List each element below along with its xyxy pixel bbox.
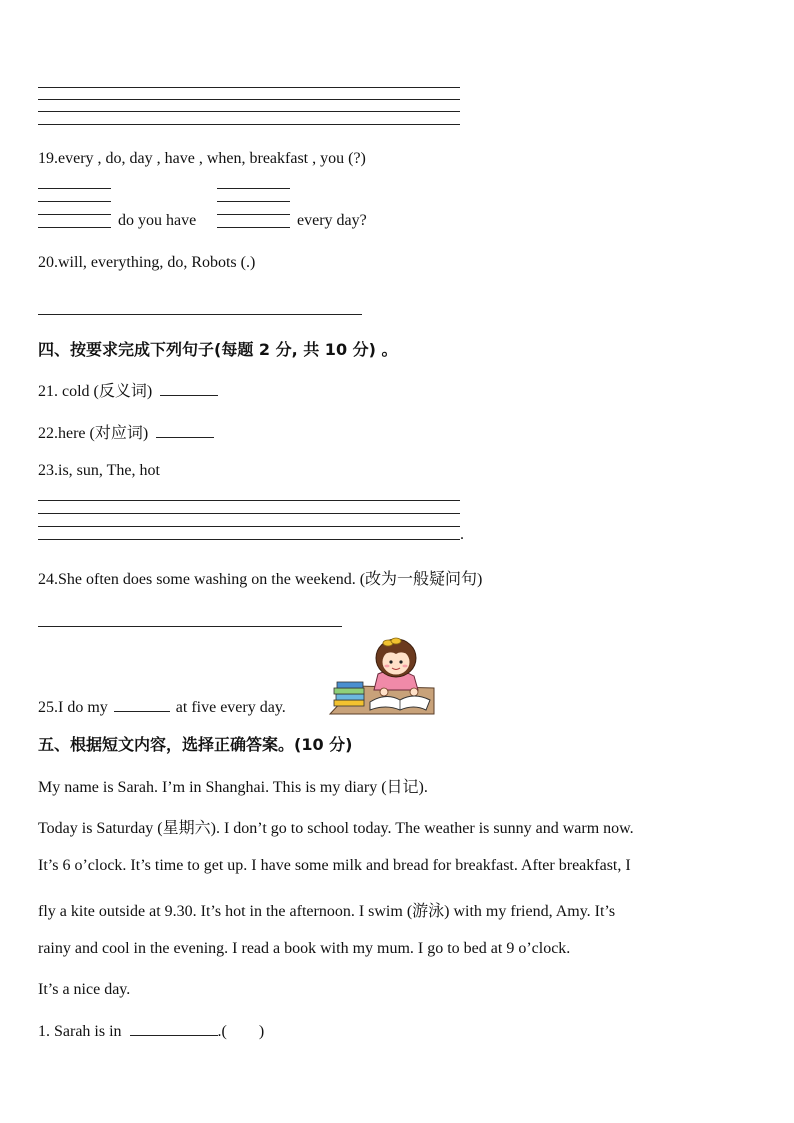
reading-question-1 xyxy=(38,1023,264,1041)
q23-answer-line[interactable] xyxy=(38,513,460,514)
q19-blank-line[interactable] xyxy=(38,214,111,215)
q24-answer-line[interactable] xyxy=(38,626,342,627)
girl-studying-illustration xyxy=(326,636,438,718)
question-21 xyxy=(38,378,218,401)
q19-blank-line[interactable] xyxy=(217,188,290,189)
q21-answer-blank[interactable] xyxy=(160,395,218,396)
passage-line: Today is Saturday (星期六). I don’t go to school today. The weather is sunny and warm now. xyxy=(38,820,634,837)
answer-line[interactable] xyxy=(38,87,460,88)
passage-line: It’s 6 o’clock. It’s time to get up. I have some milk and bread for breakfast. After breakfast, I xyxy=(38,857,631,874)
question-25-prefix: 25.I do my xyxy=(38,699,108,716)
passage-line: fly a kite outside at 9.30. It’s hot in the afternoon. I swim (游泳) with my friend, Amy. It’s xyxy=(38,903,616,920)
q19-blank-line[interactable] xyxy=(38,201,111,202)
q19-blank-line[interactable] xyxy=(217,201,290,202)
passage-line: It’s a nice day. xyxy=(38,981,131,998)
passage-line: rainy and cool in the evening. I read a book with my mum. I go to bed at 9 o’clock. xyxy=(38,940,571,957)
q23-answer-line[interactable] xyxy=(38,526,460,527)
answer-line[interactable] xyxy=(38,99,460,100)
section-5-heading: 五、根据短文内容，选择正确答案。(10 分) xyxy=(38,735,353,754)
reading-question-1-suffix[interactable]: .( ) xyxy=(217,1023,265,1040)
question-19-mid-text: do you have xyxy=(118,212,197,229)
answer-line[interactable] xyxy=(38,111,460,112)
section-4-heading: 四、按要求完成下列句子(每题 2 分, 共 10 分) 。 xyxy=(38,340,398,359)
question-20-prompt: 20.will, everything, do, Robots (.) xyxy=(38,254,256,271)
q22-answer-blank[interactable] xyxy=(156,437,214,438)
question-19-prompt: 19.every , do, day , have , when, breakfast , you (?) xyxy=(38,150,366,167)
q20-answer-line[interactable] xyxy=(38,314,362,315)
question-23-prompt: 23.is, sun, The, hot xyxy=(38,462,160,479)
q19-blank-line[interactable] xyxy=(217,227,290,228)
q19-blank-line[interactable] xyxy=(38,227,111,228)
question-25 xyxy=(38,699,286,717)
q19-blank-line[interactable] xyxy=(38,188,111,189)
reading-question-1-prefix: 1. Sarah is in xyxy=(38,1023,122,1040)
question-19-end-text: every day? xyxy=(297,212,367,229)
q23-end-mark: . xyxy=(460,526,464,543)
q23-answer-line[interactable] xyxy=(38,500,460,501)
question-24-prompt: 24.She often does some washing on the weekend. (改为一般疑问句) xyxy=(38,571,483,588)
q23-answer-line[interactable] xyxy=(38,539,460,540)
answer-line[interactable] xyxy=(38,124,460,125)
question-22-prompt: 22.here (对应词) xyxy=(38,425,149,442)
q19-blank-line[interactable] xyxy=(217,214,290,215)
question-22 xyxy=(38,420,214,443)
passage-line: My name is Sarah. I’m in Shanghai. This is my diary (日记). xyxy=(38,779,428,796)
question-21-prompt: 21. cold (反义词) xyxy=(38,383,153,400)
q25-answer-blank[interactable] xyxy=(114,711,170,712)
question-25-suffix: at five every day. xyxy=(175,699,286,716)
reading-q1-answer-blank[interactable] xyxy=(130,1035,218,1036)
